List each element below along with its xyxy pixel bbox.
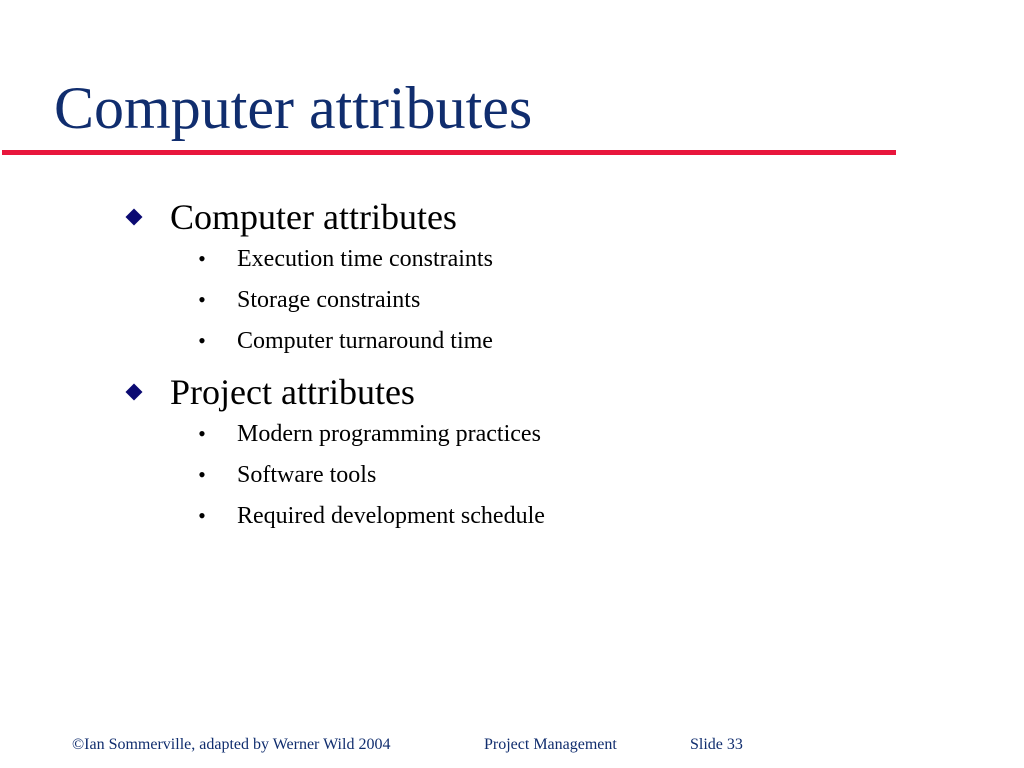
sub-bullet-item — [124, 454, 964, 495]
title-underline-rule — [2, 150, 896, 155]
footer-course-title: Project Management — [484, 736, 617, 753]
dot-bullet-glyph: • — [198, 245, 206, 271]
footer-copyright: ©Ian Sommerville, adapted by Werner Wild 2004 — [72, 736, 391, 753]
sub-bullet-label: Computer turnaround time — [237, 327, 493, 354]
dot-bullet-glyph: • — [198, 420, 206, 446]
sub-bullet-item — [124, 279, 964, 320]
dot-bullet-icon — [124, 286, 237, 312]
dot-bullet-glyph: • — [198, 286, 206, 312]
dot-bullet-icon — [124, 461, 237, 487]
dot-bullet-icon — [124, 327, 237, 353]
dot-bullet-glyph: • — [198, 461, 206, 487]
slide-content — [124, 196, 964, 536]
sub-bullet-label: Execution time constraints — [237, 245, 493, 272]
sub-bullet-label: Storage constraints — [237, 286, 421, 313]
footer-slide-number: Slide 33 — [690, 736, 743, 753]
bullet-group-project-attributes — [124, 371, 964, 536]
diamond-bullet-icon — [126, 209, 143, 226]
sub-bullet-item — [124, 320, 964, 361]
main-bullet-item — [124, 371, 964, 413]
main-bullet-item — [124, 196, 964, 238]
sub-bullet-item — [124, 413, 964, 454]
sub-bullet-label: Modern programming practices — [237, 420, 541, 447]
sub-bullet-label: Required development schedule — [237, 502, 545, 529]
bullet-group-computer-attributes — [124, 196, 964, 361]
dot-bullet-icon — [124, 245, 237, 271]
diamond-bullet-icon — [126, 384, 143, 401]
slide-title: Computer attributes — [54, 75, 533, 141]
dot-bullet-icon — [124, 420, 237, 446]
main-bullet-label: Project attributes — [170, 372, 415, 412]
sub-bullet-label: Software tools — [237, 461, 377, 488]
dot-bullet-glyph: • — [198, 502, 206, 528]
dot-bullet-glyph: • — [198, 327, 206, 353]
sub-bullet-item — [124, 495, 964, 536]
main-bullet-label: Computer attributes — [170, 197, 457, 237]
dot-bullet-icon — [124, 502, 237, 528]
sub-bullet-item — [124, 238, 964, 279]
